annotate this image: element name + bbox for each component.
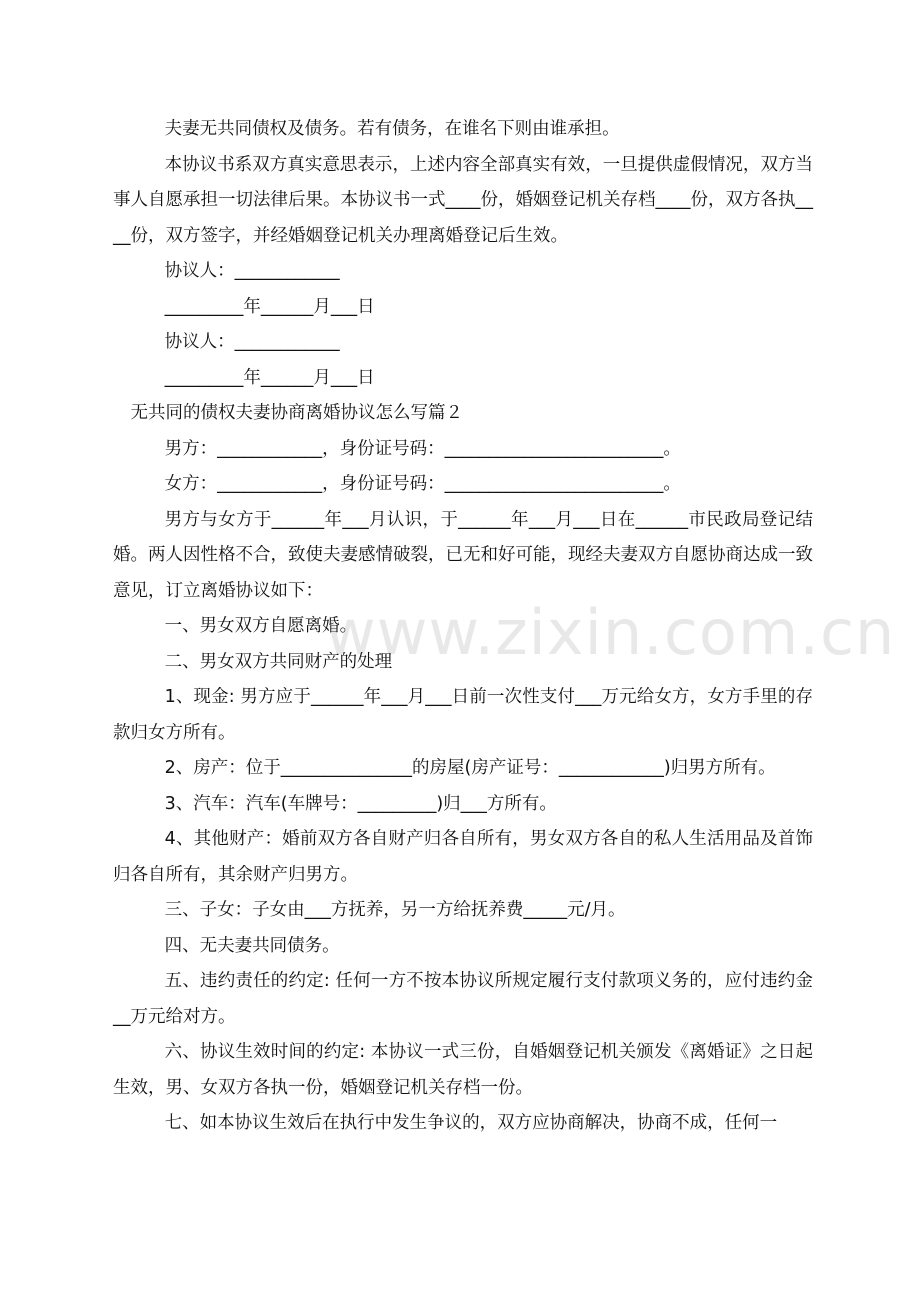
clause-3-children: 三、子女：子女由___方抚养，另一方给抚养费_____元/月。 — [164, 900, 626, 920]
clause-2-2-house: 2、房产：位于_______________的房屋(房产证号：____________)归男方所有。 — [164, 758, 776, 778]
paragraph-validity-clause: 本协议书系双方真实意思表示，上述内容全部真实有效，一旦提供虚假情况，双方当事人自愿承担一切法律后果。本协议书一式____份，婚姻登记机关存档____份，双方各执____份，双方签字，并经婚姻登记机关办理离婚登记后生效。 — [113, 154, 813, 246]
paragraph-marriage-background: 男方与女方于______年___月认识，于______年___月___日在______市民政局登记结婚。两人因性格不合，致使夫妻感情破裂，已无和好可能，现经夫妻双方自愿协商达成一致意见，订立离婚协议如下： — [113, 509, 813, 601]
paragraph-male-party: 男方：____________，身份证号码：_________________________。 — [164, 438, 681, 459]
paragraph-debts-clause: 夫妻无共同债权及债务。若有债务，在谁名下则由谁承担。 — [164, 119, 620, 139]
watermark-text: www.zixin.com.cn — [325, 596, 896, 669]
clause-2-4-other-property: 4、其他财产：婚前双方各自财产归各自所有，男女双方各自的私人生活用品及首饰归各自所有，其余财产归男方。 — [113, 829, 813, 885]
paragraph-female-party: 女方：____________，身份证号码：_________________________。 — [164, 474, 681, 494]
clause-6-effective-date: 六、协议生效时间的约定: 本协议一式三份，自婚姻登记机关颁发《离婚证》之日起生效，男、女双方各执一份，婚姻登记机关存档一份。 — [113, 1042, 813, 1098]
document-body — [113, 112, 813, 1142]
signature-date-1: _________年______月___日 — [164, 296, 375, 317]
signature-party-2: 协议人：____________ — [164, 332, 340, 352]
clause-2-property-title: 二、男女双方共同财产的处理 — [164, 651, 393, 672]
clause-7-disputes: 七、如本协议生效后在执行中发生争议的，双方应协商解决，协商不成，任何一 — [164, 1113, 778, 1133]
section-heading: 无共同的债权夫妻协商离婚协议怎么写篇２ — [130, 403, 463, 423]
clause-1-divorce: 一、男女双方自愿离婚。 — [164, 616, 358, 636]
signature-date-2: _________年______月___日 — [164, 367, 375, 388]
clause-4-debts: 四、无夫妻共同债务。 — [164, 935, 340, 956]
signature-party-1: 协议人：____________ — [164, 261, 340, 281]
clause-2-1-cash: 1、现金: 男方应于______年___月___日前一次性支付___万元给女方，女方手里的存款归女方所有。 — [113, 687, 813, 743]
clause-2-3-car: 3、汽车：汽车(车牌号：_________)归___方所有。 — [164, 793, 557, 814]
clause-5-breach: 五、违约责任的约定: 任何一方不按本协议所规定履行支付款项义务的，应付违约金__万元给对方。 — [113, 971, 813, 1027]
